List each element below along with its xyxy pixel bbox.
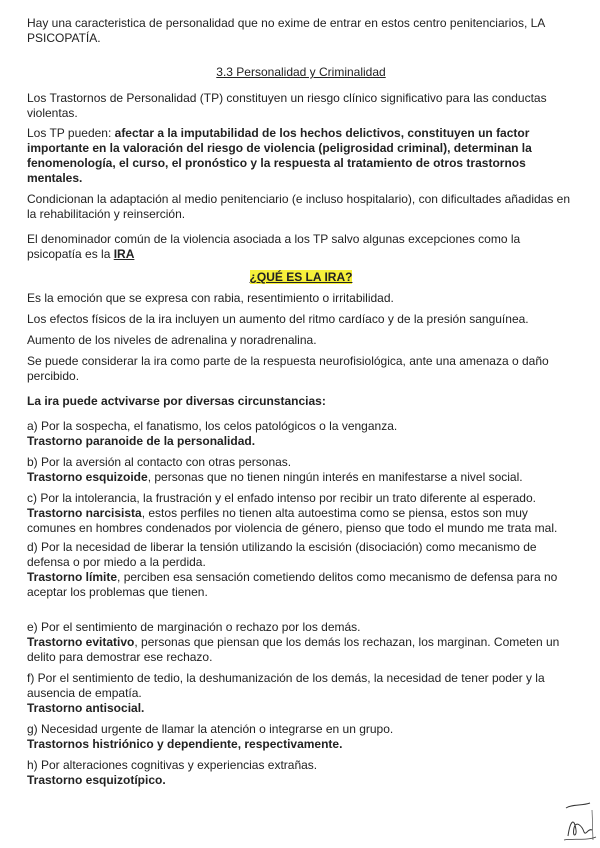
- item-e-text: e) Por el sentimiento de marginación o rechazo por los demás.: [27, 620, 361, 634]
- ira-title: ¿QUÉ ES LA IRA?: [249, 270, 353, 284]
- ira-paragraph-2: Los efectos físicos de la ira incluyen un aumento del ritmo cardíaco y de la presión sanguínea.: [27, 312, 529, 326]
- item-d-text: d) Por la necesidad de liberar la tensión utilizando la escisión (disociación) como mecanismo de defensa o por miedo a la perdida.: [27, 540, 537, 569]
- item-h-disorder: Trastorno esquizotípico.: [27, 773, 166, 787]
- item-b-rest: , personas que no tienen ningún interés en manifestarse a nivel social.: [147, 470, 523, 484]
- section-paragraph-4: [27, 232, 575, 262]
- tp-lead: Los TP pueden:: [27, 126, 115, 140]
- circumstances-title: La ira puede actvivarse por diversas circunstancias:: [27, 394, 326, 408]
- item-b: [27, 455, 575, 485]
- item-a: [27, 419, 575, 449]
- item-a-text: a) Por la sospecha, el fanatismo, los celos patológicos o la venganza.: [27, 419, 398, 433]
- item-c: [27, 491, 575, 536]
- item-g: [27, 722, 575, 752]
- item-d-disorder: Trastorno límite: [27, 570, 118, 584]
- ira-paragraph-3: Aumento de los niveles de adrenalina y noradrenalina.: [27, 333, 317, 347]
- item-h: [27, 758, 575, 788]
- tp-effects-bold: afectar a la imputabilidad de los hechos delictivos, constituyen un factor importante en la valoración del riesgo de violencia (peligrosidad criminal), determinan la fenomenología, el curso, el pronóstico y la respuesta al tratamiento de otros trastornos mentales.: [27, 126, 532, 185]
- intro-paragraph: Hay una caracteristica de personalidad que no exime de entrar en estos centro penitenciarios, LA PSICOPATÍA.: [27, 16, 545, 45]
- item-h-text: h) Por alteraciones cognitivas y experiencias extrañas.: [27, 758, 318, 772]
- item-g-text: g) Necesidad urgente de llamar la atención o integrarse en un grupo.: [27, 722, 394, 736]
- item-e: [27, 620, 575, 665]
- ira-paragraph-1: Es la emoción que se expresa con rabia, resentimiento o irritabilidad.: [27, 291, 394, 305]
- item-a-disorder: Trastorno paranoide de la personalidad.: [27, 434, 256, 448]
- item-c-text: c) Por la intolerancia, la frustración y el enfado intenso por recibir un trato diferente al esperado.: [27, 491, 536, 505]
- document-page: [27, 16, 575, 788]
- item-d: [27, 540, 575, 600]
- section-paragraph-1: Los Trastornos de Personalidad (TP) constituyen un riesgo clínico significativo para las conductas violentas.: [27, 91, 547, 120]
- handwritten-signature-icon: [562, 800, 598, 842]
- ira-paragraph-4: Se puede considerar la ira como parte de la respuesta neurofisiológica, ante una amenaza o daño percibido.: [27, 354, 549, 383]
- item-c-rest: , estos perfiles no tienen alta autoestima como se piensa, estos son muy comunes en hombres condenados por violencia de género, pienso que todo el mundo me trata mal.: [27, 506, 558, 535]
- item-f: [27, 671, 575, 716]
- section-title: 3.3 Personalidad y Criminalidad: [216, 65, 386, 79]
- section-paragraph-2: [27, 126, 575, 186]
- item-f-disorder: Trastorno antisocial.: [27, 701, 145, 715]
- ira-title-row: [27, 270, 575, 285]
- section-paragraph-3: Condicionan la adaptación al medio penitenciario (e incluso hospitalario), con dificultades añadidas en la rehabilitación y reinserción.: [27, 192, 571, 221]
- item-e-disorder: Trastorno evitativo: [27, 635, 135, 649]
- item-e-rest: , personas que piensan que los demás los rechazan, los marginan. Cometen un delito para demostrar ese rechazo.: [27, 635, 560, 664]
- item-d-rest: , perciben esa sensación cometiendo delitos como mecanismo de defensa para no aceptar los problemas que tienen.: [27, 570, 558, 599]
- item-b-text: b) Por la aversión al contacto con otras personas.: [27, 455, 292, 469]
- item-b-disorder: Trastorno esquizoide: [27, 470, 148, 484]
- ira-underlined: IRA: [113, 247, 135, 261]
- item-f-text: f) Por el sentimiento de tedio, la deshumanización de los demás, la necesidad de tener poder y la ausencia de empatía.: [27, 671, 545, 700]
- item-g-disorder: Trastornos histriónico y dependiente, respectivamente.: [27, 737, 343, 751]
- denominador-lead: El denominador común de la violencia asociada a los TP salvo algunas excepciones como la psicopatía es la: [27, 232, 521, 261]
- item-c-disorder: Trastorno narcisista: [27, 506, 142, 520]
